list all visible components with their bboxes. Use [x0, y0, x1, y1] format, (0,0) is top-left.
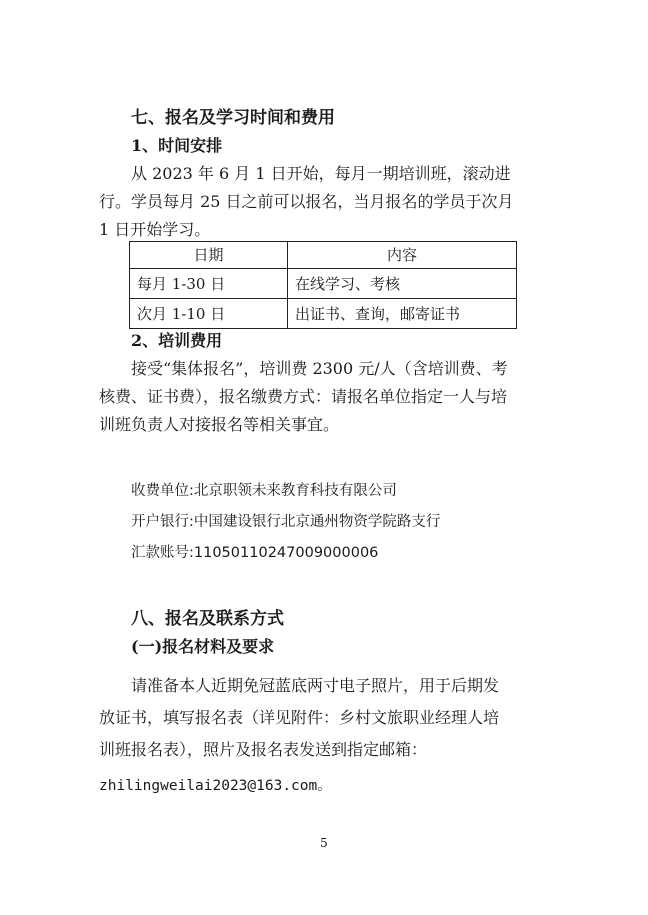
- schedule-table: [129, 241, 517, 329]
- table-cell-content: 出证书、查询，邮寄证书: [288, 299, 517, 329]
- section-7-para1-line1: 从 2023 年 6 月 1 日开始，每月一期培训班，滚动进: [131, 164, 511, 183]
- section-7-para2-line2: 核费、证书费），报名缴费方式：请报名单位指定一人与培: [99, 387, 508, 406]
- section-7-para1-line2: 行。学员每月 25 日之前可以报名，当月报名的学员于次月: [99, 192, 514, 211]
- section-7-para2-line3: 训班负责人对接报名等相关事宜。: [99, 415, 340, 434]
- section-8-title: 八、报名及联系方式: [131, 609, 284, 629]
- table-header-content: 内容: [288, 242, 517, 269]
- section-7-title: 七、报名及学习时间和费用: [131, 108, 335, 128]
- table-cell-date: 每月 1-30 日: [130, 269, 288, 299]
- section-7-sub2-heading: 2、培训费用: [131, 331, 223, 350]
- section-8-para1-line3: 训班报名表），照片及报名表发送到指定邮箱：: [99, 740, 428, 759]
- account-line: 汇款账号:11050110247009000006: [131, 545, 379, 561]
- payee-line: 收费单位:北京职领未来教育科技有限公司: [131, 483, 397, 499]
- section-8-para1-line2: 放证书，填写报名表（详见附件：乡村文旅职业经理人培: [99, 708, 500, 727]
- bank-line: 开户银行:中国建设银行北京通州物资学院路支行: [131, 514, 441, 530]
- table-row: [130, 269, 517, 299]
- section-7-sub1-heading: 1、时间安排: [131, 136, 223, 155]
- section-7-para1-line3: 1 日开始学习。: [99, 220, 211, 239]
- table-header-row: [130, 242, 517, 269]
- table-row: [130, 299, 517, 329]
- section-8-sub1-heading: (一)报名材料及要求: [131, 637, 275, 656]
- table-cell-content: 在线学习、考核: [288, 269, 517, 299]
- email-address: zhilingweilai2023@163.com。: [99, 778, 332, 794]
- table-cell-date: 次月 1-10 日: [130, 299, 288, 329]
- section-7-para2-line1: 接受“集体报名”，培训费 2300 元/人（含培训费、考: [131, 359, 508, 378]
- table-header-date: 日期: [130, 242, 288, 269]
- section-8-para1-line1: 请准备本人近期免冠蓝底两寸电子照片，用于后期发: [131, 676, 500, 695]
- page-number: 5: [320, 836, 328, 850]
